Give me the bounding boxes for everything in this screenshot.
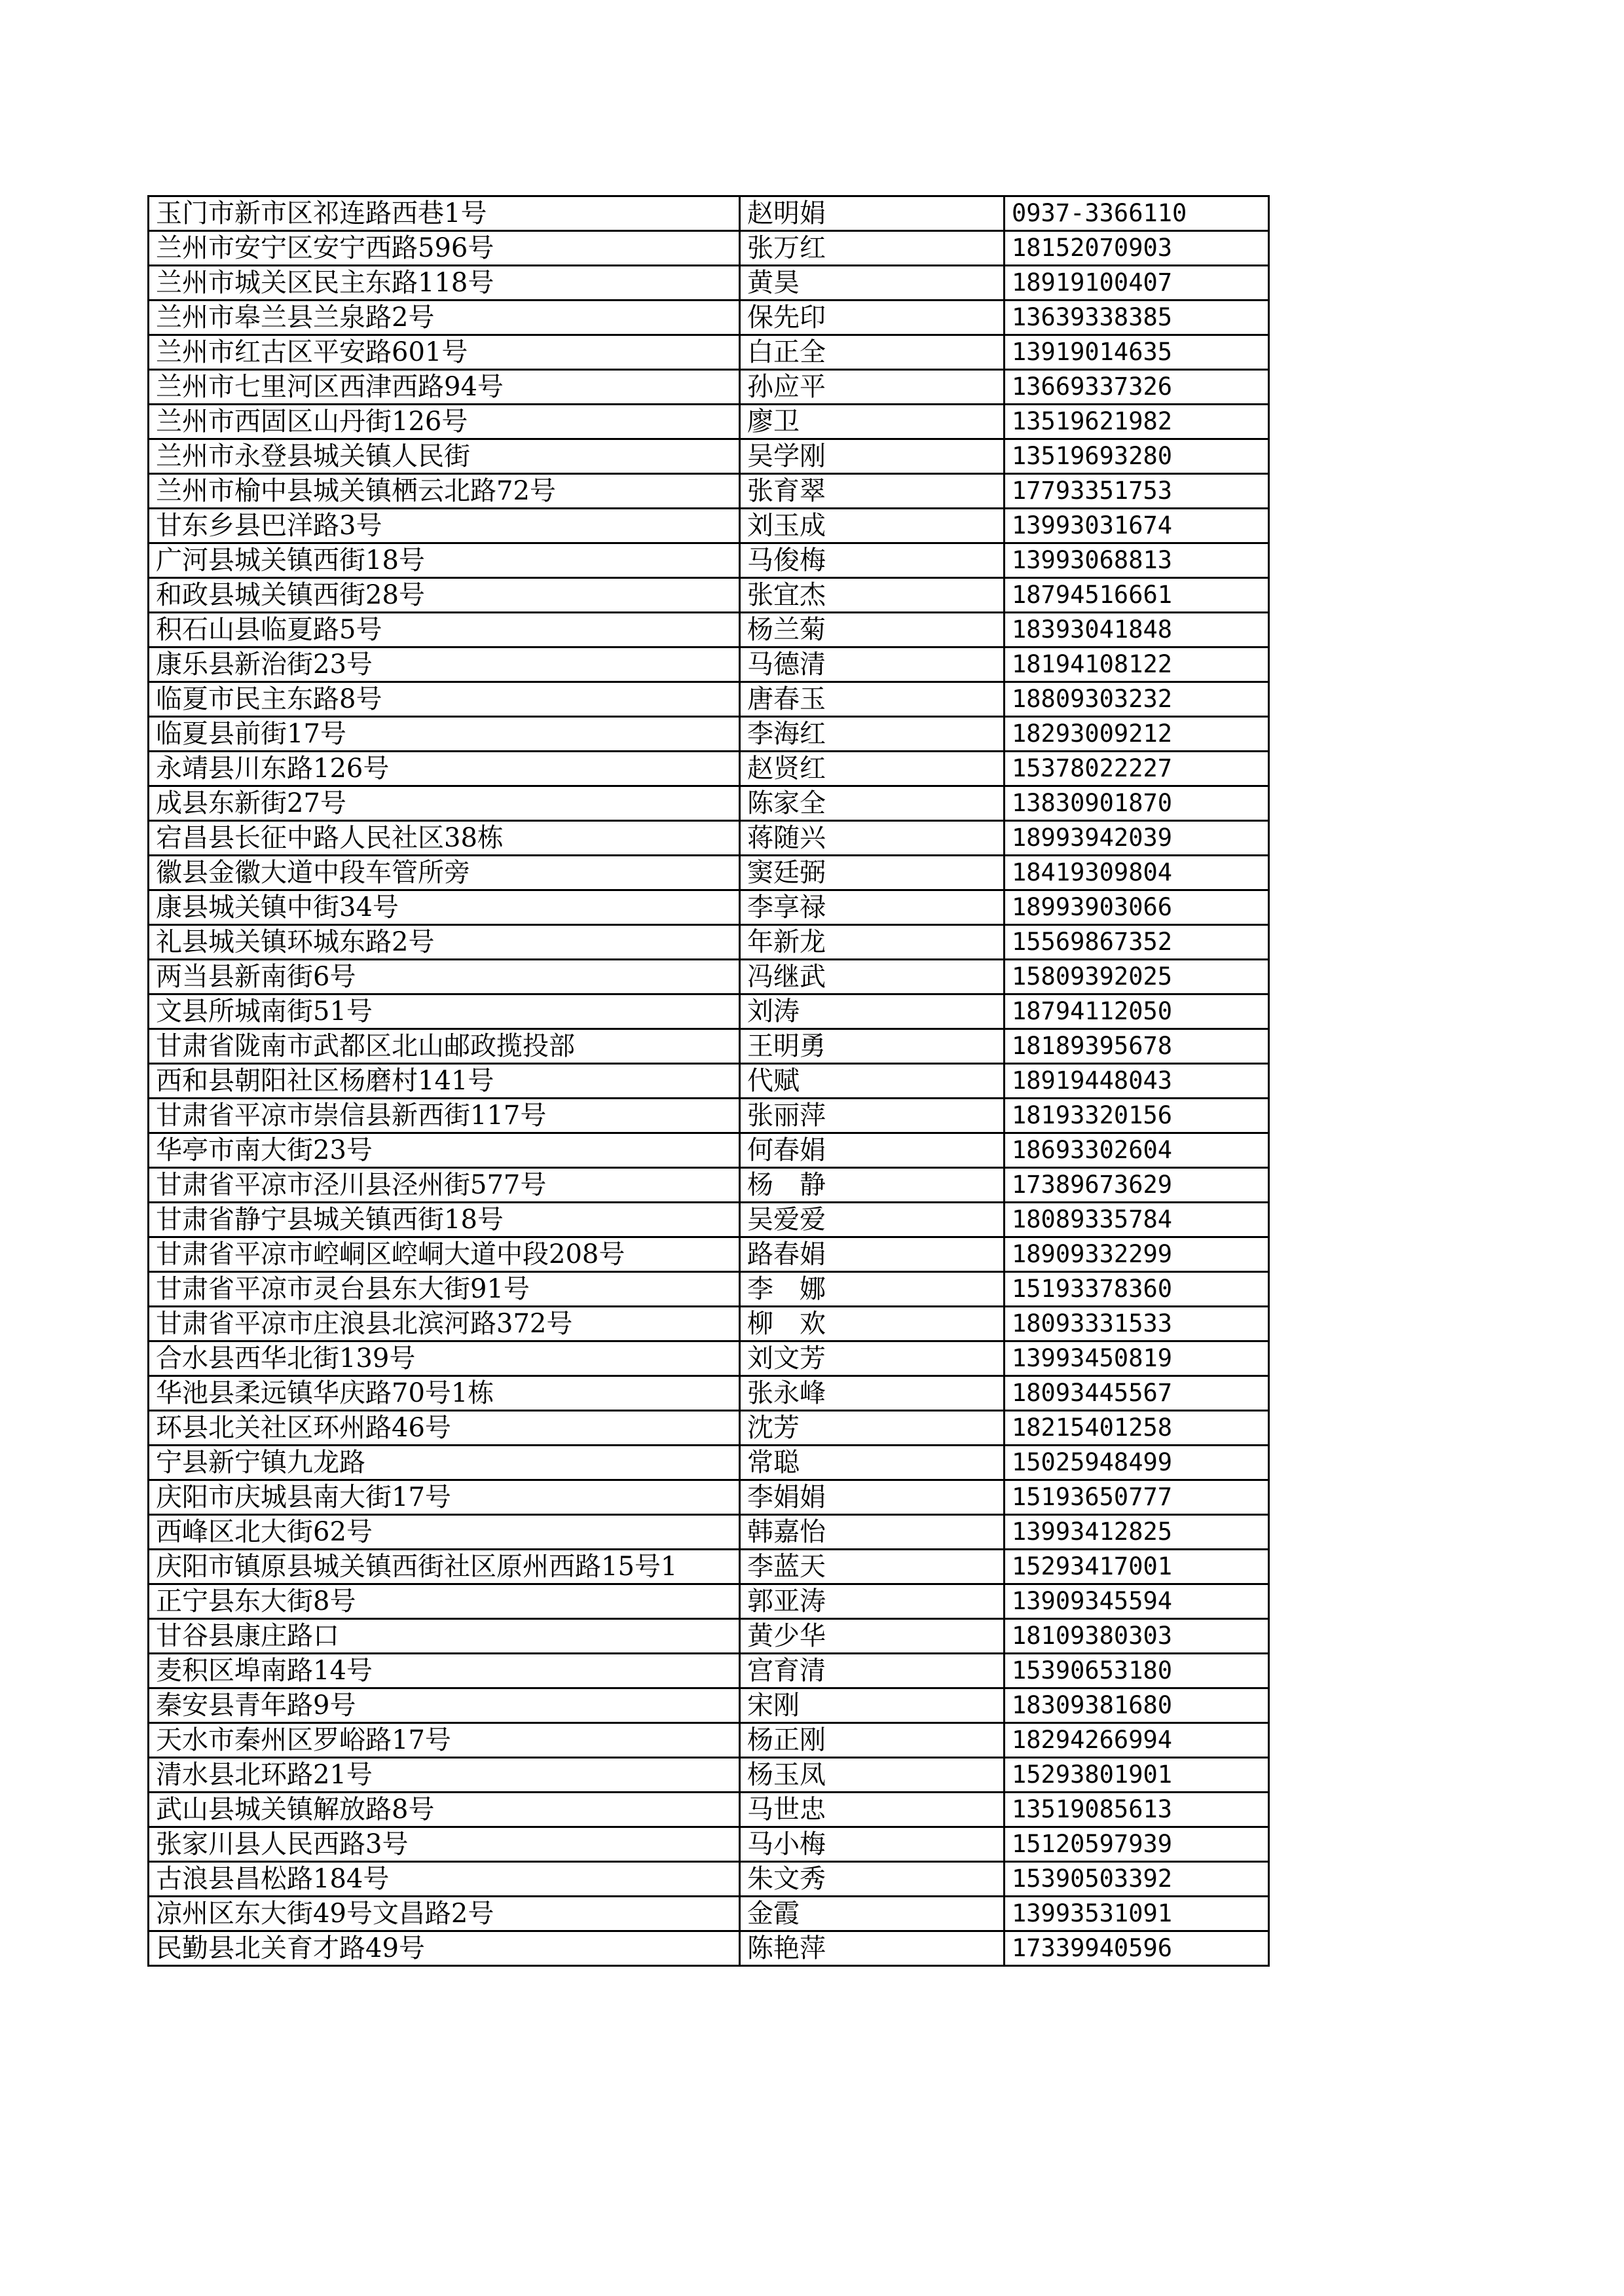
phone-cell: 18693302604	[1005, 1133, 1269, 1168]
name-cell: 杨玉凤	[740, 1758, 1005, 1793]
address-cell: 古浪县昌松路184号	[149, 1862, 740, 1897]
table-row	[149, 1793, 1269, 1827]
address-cell: 甘东乡县巴洋路3号	[149, 509, 740, 543]
phone-cell: 18419309804	[1005, 856, 1269, 890]
address-cell: 甘肃省平凉市泾川县泾州街577号	[149, 1168, 740, 1203]
name-cell: 白正全	[740, 335, 1005, 370]
address-cell: 甘肃省陇南市武都区北山邮政揽投部	[149, 1029, 740, 1064]
phone-cell: 18794112050	[1005, 994, 1269, 1029]
address-cell: 甘肃省静宁县城关镇西街18号	[149, 1203, 740, 1237]
phone-cell: 13519693280	[1005, 439, 1269, 474]
table-row	[149, 1619, 1269, 1654]
table-row	[149, 647, 1269, 682]
phone-cell: 13830901870	[1005, 786, 1269, 821]
phone-cell: 18109380303	[1005, 1619, 1269, 1654]
table-row	[149, 1688, 1269, 1723]
name-cell: 保先印	[740, 301, 1005, 335]
address-cell: 兰州市城关区民主东路118号	[149, 266, 740, 301]
address-cell: 正宁县东大街8号	[149, 1584, 740, 1619]
table-row	[149, 1307, 1269, 1341]
phone-cell: 18309381680	[1005, 1688, 1269, 1723]
name-cell: 刘玉成	[740, 509, 1005, 543]
table-row	[149, 1897, 1269, 1931]
table-row	[149, 682, 1269, 717]
contact-table	[147, 195, 1270, 1967]
address-cell: 和政县城关镇西街28号	[149, 578, 740, 613]
address-cell: 康县城关镇中街34号	[149, 890, 740, 925]
table-row	[149, 335, 1269, 370]
name-cell: 常聪	[740, 1446, 1005, 1480]
phone-cell: 13519621982	[1005, 405, 1269, 439]
table-body	[149, 196, 1269, 1966]
name-cell: 马世忠	[740, 1793, 1005, 1827]
table-row	[149, 994, 1269, 1029]
table-row	[149, 1931, 1269, 1966]
address-cell: 兰州市红古区平安路601号	[149, 335, 740, 370]
address-cell: 兰州市榆中县城关镇栖云北路72号	[149, 474, 740, 509]
table-row	[149, 1133, 1269, 1168]
address-cell: 甘肃省平凉市崆峒区崆峒大道中段208号	[149, 1237, 740, 1272]
address-cell: 临夏县前街17号	[149, 717, 740, 752]
table-row	[149, 1341, 1269, 1376]
name-cell: 张丽萍	[740, 1099, 1005, 1133]
name-cell: 年新龙	[740, 925, 1005, 960]
table-row	[149, 821, 1269, 856]
phone-cell: 18919100407	[1005, 266, 1269, 301]
address-cell: 民勤县北关育才路49号	[149, 1931, 740, 1966]
address-cell: 永靖县川东路126号	[149, 752, 740, 786]
table-row	[149, 613, 1269, 647]
name-cell: 杨正刚	[740, 1723, 1005, 1758]
phone-cell: 18093445567	[1005, 1376, 1269, 1411]
phone-cell: 18294266994	[1005, 1723, 1269, 1758]
name-cell: 黄少华	[740, 1619, 1005, 1654]
phone-cell: 18189395678	[1005, 1029, 1269, 1064]
table-row	[149, 717, 1269, 752]
address-cell: 临夏市民主东路8号	[149, 682, 740, 717]
phone-cell: 13993068813	[1005, 543, 1269, 578]
address-cell: 徽县金徽大道中段车管所旁	[149, 856, 740, 890]
name-cell: 马俊梅	[740, 543, 1005, 578]
table-row	[149, 1029, 1269, 1064]
address-cell: 武山县城关镇解放路8号	[149, 1793, 740, 1827]
address-cell: 甘肃省平凉市灵台县东大街91号	[149, 1272, 740, 1307]
phone-cell: 13993412825	[1005, 1515, 1269, 1550]
phone-cell: 18089335784	[1005, 1203, 1269, 1237]
name-cell: 李娟娟	[740, 1480, 1005, 1515]
address-cell: 玉门市新市区祁连路西巷1号	[149, 196, 740, 231]
table-row	[149, 1723, 1269, 1758]
address-cell: 兰州市皋兰县兰泉路2号	[149, 301, 740, 335]
name-cell: 何春娟	[740, 1133, 1005, 1168]
name-cell: 窦廷弼	[740, 856, 1005, 890]
phone-cell: 13909345594	[1005, 1584, 1269, 1619]
phone-cell: 15390503392	[1005, 1862, 1269, 1897]
phone-cell: 18993942039	[1005, 821, 1269, 856]
table-row	[149, 1272, 1269, 1307]
phone-cell: 15390653180	[1005, 1654, 1269, 1688]
phone-cell: 13993531091	[1005, 1897, 1269, 1931]
address-cell: 甘谷县康庄路口	[149, 1619, 740, 1654]
address-cell: 合水县西华北街139号	[149, 1341, 740, 1376]
table-row	[149, 960, 1269, 994]
address-cell: 华亭市南大街23号	[149, 1133, 740, 1168]
table-row	[149, 856, 1269, 890]
phone-cell: 18194108122	[1005, 647, 1269, 682]
name-cell: 张宜杰	[740, 578, 1005, 613]
table-row	[149, 1550, 1269, 1584]
table-row	[149, 1168, 1269, 1203]
table-row	[149, 1203, 1269, 1237]
table-row	[149, 1584, 1269, 1619]
table-row	[149, 1446, 1269, 1480]
phone-cell: 15025948499	[1005, 1446, 1269, 1480]
name-cell: 李 娜	[740, 1272, 1005, 1307]
phone-cell: 13919014635	[1005, 335, 1269, 370]
phone-cell: 15809392025	[1005, 960, 1269, 994]
address-cell: 广河县城关镇西街18号	[149, 543, 740, 578]
address-cell: 凉州区东大街49号文昌路2号	[149, 1897, 740, 1931]
table-row	[149, 1237, 1269, 1272]
address-cell: 康乐县新治街23号	[149, 647, 740, 682]
name-cell: 代赋	[740, 1064, 1005, 1099]
name-cell: 杨 静	[740, 1168, 1005, 1203]
table-row	[149, 1515, 1269, 1550]
table-row	[149, 786, 1269, 821]
name-cell: 黄昊	[740, 266, 1005, 301]
name-cell: 李蓝天	[740, 1550, 1005, 1584]
table-row	[149, 890, 1269, 925]
name-cell: 陈艳萍	[740, 1931, 1005, 1966]
table-row	[149, 439, 1269, 474]
name-cell: 陈家全	[740, 786, 1005, 821]
name-cell: 宋刚	[740, 1688, 1005, 1723]
address-cell: 秦安县青年路9号	[149, 1688, 740, 1723]
name-cell: 张育翠	[740, 474, 1005, 509]
phone-cell: 17339940596	[1005, 1931, 1269, 1966]
address-cell: 兰州市七里河区西津西路94号	[149, 370, 740, 405]
address-cell: 天水市秦州区罗峪路17号	[149, 1723, 740, 1758]
name-cell: 张永峰	[740, 1376, 1005, 1411]
address-cell: 清水县北环路21号	[149, 1758, 740, 1793]
phone-cell: 18393041848	[1005, 613, 1269, 647]
table-row	[149, 1099, 1269, 1133]
phone-cell: 18193320156	[1005, 1099, 1269, 1133]
name-cell: 韩嘉怡	[740, 1515, 1005, 1550]
address-cell: 兰州市永登县城关镇人民街	[149, 439, 740, 474]
name-cell: 柳 欢	[740, 1307, 1005, 1341]
table-row	[149, 1758, 1269, 1793]
name-cell: 郭亚涛	[740, 1584, 1005, 1619]
name-cell: 路春娟	[740, 1237, 1005, 1272]
phone-cell: 15378022227	[1005, 752, 1269, 786]
table-row	[149, 1411, 1269, 1446]
name-cell: 王明勇	[740, 1029, 1005, 1064]
address-cell: 环县北关社区环州路46号	[149, 1411, 740, 1446]
address-cell: 兰州市安宁区安宁西路596号	[149, 231, 740, 266]
phone-cell: 18152070903	[1005, 231, 1269, 266]
phone-cell: 15569867352	[1005, 925, 1269, 960]
table-row	[149, 1654, 1269, 1688]
phone-cell: 18215401258	[1005, 1411, 1269, 1446]
table-row	[149, 266, 1269, 301]
phone-cell: 18993903066	[1005, 890, 1269, 925]
name-cell: 赵明娟	[740, 196, 1005, 231]
name-cell: 赵贤红	[740, 752, 1005, 786]
name-cell: 张万红	[740, 231, 1005, 266]
phone-cell: 15293417001	[1005, 1550, 1269, 1584]
address-cell: 成县东新街27号	[149, 786, 740, 821]
address-cell: 麦积区埠南路14号	[149, 1654, 740, 1688]
table-row	[149, 370, 1269, 405]
table-row	[149, 1064, 1269, 1099]
address-cell: 文县所城南街51号	[149, 994, 740, 1029]
table-row	[149, 925, 1269, 960]
phone-cell: 13669337326	[1005, 370, 1269, 405]
name-cell: 李享禄	[740, 890, 1005, 925]
phone-cell: 13639338385	[1005, 301, 1269, 335]
table-row	[149, 474, 1269, 509]
name-cell: 李海红	[740, 717, 1005, 752]
name-cell: 唐春玉	[740, 682, 1005, 717]
phone-cell: 15193650777	[1005, 1480, 1269, 1515]
table-row	[149, 196, 1269, 231]
address-cell: 华池县柔远镇华庆路70号1栋	[149, 1376, 740, 1411]
name-cell: 廖卫	[740, 405, 1005, 439]
phone-cell: 0937-3366110	[1005, 196, 1269, 231]
name-cell: 宫育清	[740, 1654, 1005, 1688]
name-cell: 蒋随兴	[740, 821, 1005, 856]
address-cell: 甘肃省平凉市庄浪县北滨河路372号	[149, 1307, 740, 1341]
phone-cell: 15120597939	[1005, 1827, 1269, 1862]
table-row	[149, 405, 1269, 439]
address-cell: 甘肃省平凉市崇信县新西街117号	[149, 1099, 740, 1133]
name-cell: 沈芳	[740, 1411, 1005, 1446]
phone-cell: 18293009212	[1005, 717, 1269, 752]
name-cell: 杨兰菊	[740, 613, 1005, 647]
table-row	[149, 1480, 1269, 1515]
name-cell: 刘涛	[740, 994, 1005, 1029]
table-row	[149, 231, 1269, 266]
phone-cell: 18809303232	[1005, 682, 1269, 717]
name-cell: 马德清	[740, 647, 1005, 682]
address-cell: 西峰区北大街62号	[149, 1515, 740, 1550]
phone-cell: 13519085613	[1005, 1793, 1269, 1827]
address-cell: 宁县新宁镇九龙路	[149, 1446, 740, 1480]
table-row	[149, 578, 1269, 613]
name-cell: 吴学刚	[740, 439, 1005, 474]
phone-cell: 15193378360	[1005, 1272, 1269, 1307]
address-cell: 兰州市西固区山丹街126号	[149, 405, 740, 439]
name-cell: 马小梅	[740, 1827, 1005, 1862]
address-cell: 庆阳市庆城县南大街17号	[149, 1480, 740, 1515]
phone-cell: 18919448043	[1005, 1064, 1269, 1099]
phone-cell: 15293801901	[1005, 1758, 1269, 1793]
name-cell: 刘文芳	[740, 1341, 1005, 1376]
address-cell: 积石山县临夏路5号	[149, 613, 740, 647]
table-row	[149, 1827, 1269, 1862]
name-cell: 吴爱爱	[740, 1203, 1005, 1237]
address-cell: 西和县朝阳社区杨磨村141号	[149, 1064, 740, 1099]
table-row	[149, 509, 1269, 543]
address-cell: 张家川县人民西路3号	[149, 1827, 740, 1862]
phone-cell: 18794516661	[1005, 578, 1269, 613]
address-cell: 宕昌县长征中路人民社区38栋	[149, 821, 740, 856]
phone-cell: 17793351753	[1005, 474, 1269, 509]
phone-cell: 18093331533	[1005, 1307, 1269, 1341]
phone-cell: 13993450819	[1005, 1341, 1269, 1376]
table-row	[149, 1376, 1269, 1411]
phone-cell: 13993031674	[1005, 509, 1269, 543]
address-cell: 两当县新南街6号	[149, 960, 740, 994]
name-cell: 金霞	[740, 1897, 1005, 1931]
name-cell: 孙应平	[740, 370, 1005, 405]
table-row	[149, 1862, 1269, 1897]
address-cell: 庆阳市镇原县城关镇西街社区原州西路15号1	[149, 1550, 740, 1584]
phone-cell: 18909332299	[1005, 1237, 1269, 1272]
name-cell: 朱文秀	[740, 1862, 1005, 1897]
table-row	[149, 752, 1269, 786]
phone-cell: 17389673629	[1005, 1168, 1269, 1203]
table-row	[149, 301, 1269, 335]
name-cell: 冯继武	[740, 960, 1005, 994]
table-row	[149, 543, 1269, 578]
address-cell: 礼县城关镇环城东路2号	[149, 925, 740, 960]
